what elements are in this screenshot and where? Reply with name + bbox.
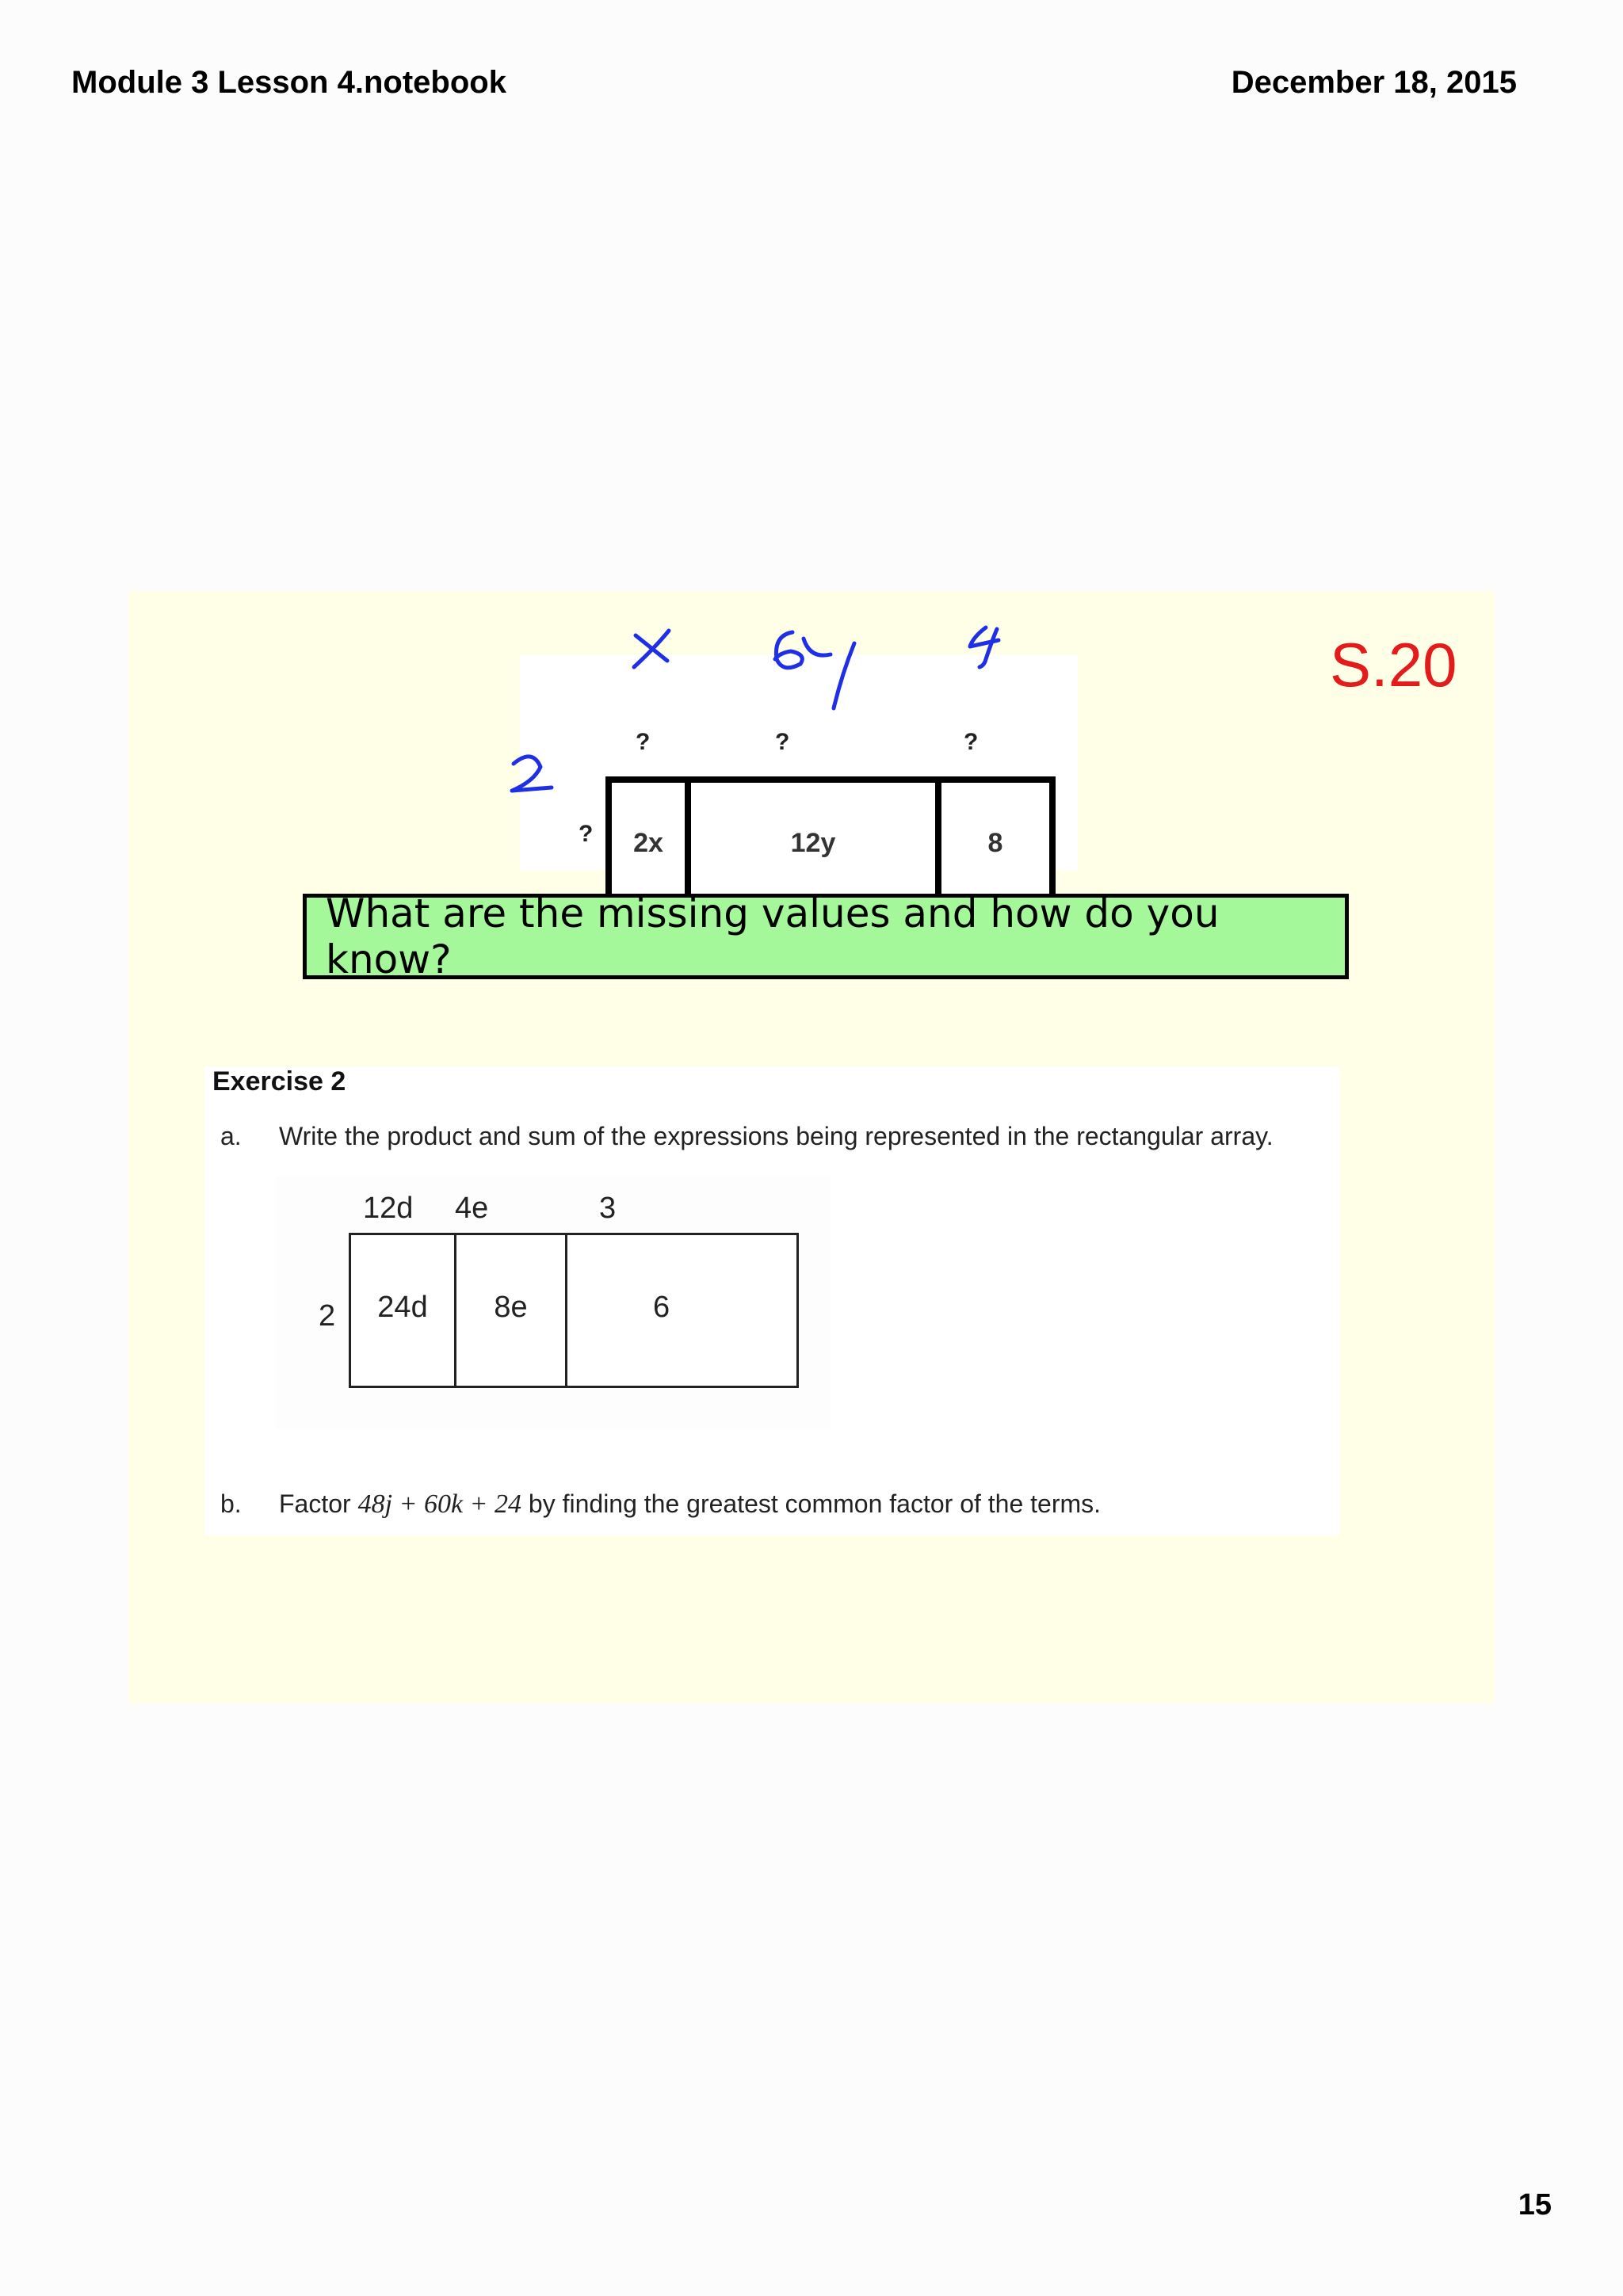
area-cell: 8 (935, 783, 1049, 903)
part-b-prefix: Factor (279, 1489, 351, 1518)
part-a-text: Write the product and sum of the expressions being represented in the rectangular array. (279, 1122, 1274, 1150)
array-column-label: 4e (455, 1192, 489, 1225)
question-box (303, 891, 1349, 982)
page-number: 15 (1518, 2188, 1552, 2222)
part-b-text (279, 1489, 1101, 1520)
exercise-title: Exercise 2 (212, 1066, 346, 1097)
ink-6y (775, 632, 854, 708)
part-a-letter: a. (220, 1122, 242, 1150)
array-cell: 6 (565, 1235, 796, 1386)
array-cell: 8e (454, 1235, 565, 1386)
column-placeholder: ? (636, 729, 651, 755)
ink-2 (512, 757, 552, 791)
document-date: December 18, 2015 (1231, 65, 1517, 100)
area-cell: 12y (685, 783, 935, 903)
column-placeholder: ? (964, 729, 979, 755)
ink-x (634, 631, 669, 667)
part-b-letter: b. (220, 1489, 242, 1518)
document-title: Module 3 Lesson 4.notebook (71, 65, 506, 100)
part-b-expression: 48j + 60k + 24 (357, 1489, 522, 1519)
part-b-suffix: by finding the greatest common factor of the terms. (528, 1489, 1102, 1518)
slide-label: S.20 (1330, 630, 1457, 700)
exercise-2 (204, 1066, 1339, 1535)
array-rectangle (349, 1233, 799, 1388)
array-cell: 24d (377, 1291, 428, 1324)
rectangular-array (276, 1176, 831, 1429)
slide (128, 591, 1495, 1703)
array-column-label: 12d (363, 1192, 414, 1225)
question-text: What are the missing values and how do you know? (326, 891, 1220, 982)
row-placeholder: ? (579, 821, 594, 847)
array-row-label: 2 (319, 1299, 336, 1333)
array-column-label: 3 (599, 1192, 617, 1225)
ink-4 (970, 627, 999, 667)
column-placeholder: ? (775, 729, 790, 755)
area-cell: 2x (633, 827, 663, 858)
